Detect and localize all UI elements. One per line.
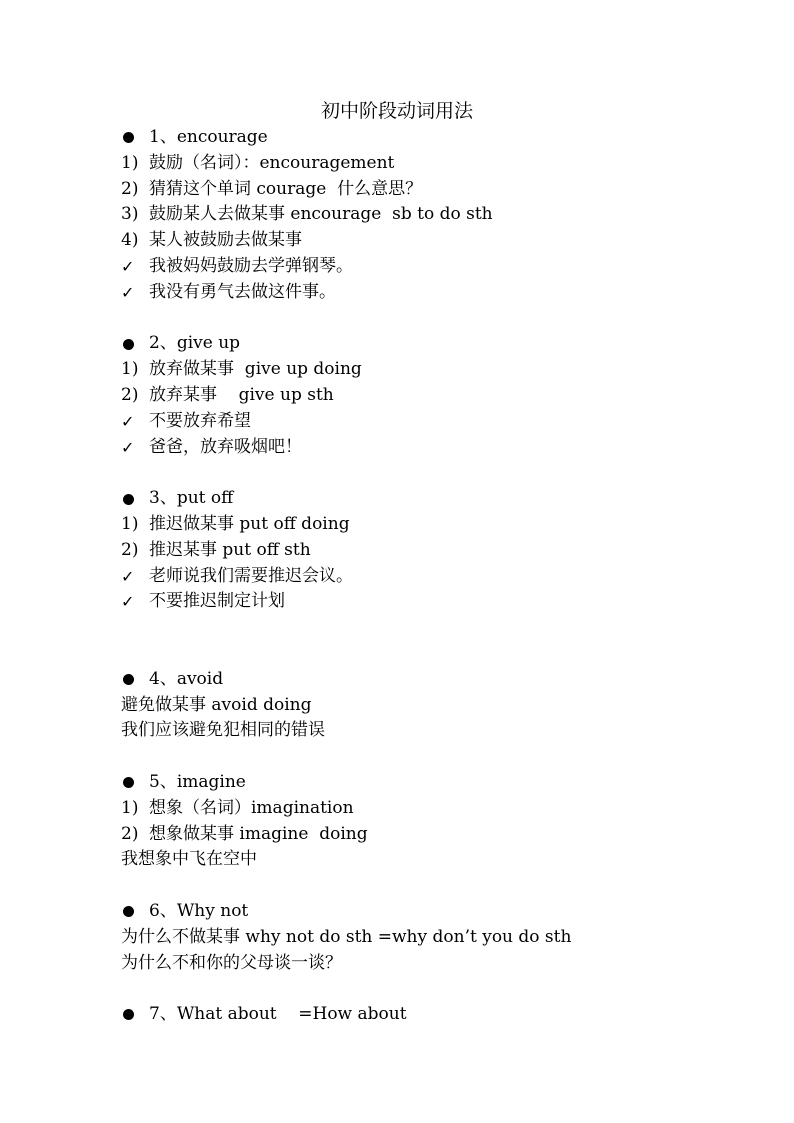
list-item: 2) 想象做某事 imagine doing xyxy=(121,823,368,844)
bullet-icon xyxy=(123,674,134,685)
list-item: ✓ 老师说我们需要推迟会议。 xyxy=(121,564,741,590)
list-item: ✓ 我被妈妈鼓励去学弹钢琴。 xyxy=(121,254,741,280)
list-item: ✓ 我没有勇气去做这件事。 xyxy=(121,280,741,306)
checkmark-icon: ✓ xyxy=(121,592,135,612)
bullet-icon xyxy=(123,777,134,788)
section-heading-give-up: 2、give up xyxy=(121,331,741,357)
list-item: 2) 推迟某事 put off sth xyxy=(121,539,311,560)
list-item: 2) 放弃某事 give up sth xyxy=(121,384,334,405)
section-heading-put-off: 3、put off xyxy=(121,486,741,512)
document-title: 初中阶段动词用法 xyxy=(320,100,473,122)
list-item: 2) 猜猜这个单词 courage 什么意思？ xyxy=(121,178,423,199)
checkmark-icon: ✓ xyxy=(121,256,135,276)
section-heading-avoid: 4、avoid xyxy=(121,667,741,693)
bullet-icon xyxy=(123,906,134,917)
text-line: 为什么不做某事 why not do sth =why don’t you do sth xyxy=(121,926,572,947)
text-line: 为什么不和你的父母谈一谈？ xyxy=(121,952,342,973)
bullet-icon xyxy=(123,494,134,505)
list-item: 1) 想象（名词）imagination xyxy=(121,797,354,818)
checkmark-icon: ✓ xyxy=(121,566,135,586)
checkmark-icon: ✓ xyxy=(121,282,135,302)
section-heading-what-about: 7、What about =How about xyxy=(121,1002,741,1028)
document-body xyxy=(121,125,741,1028)
section-heading-encourage: 1、encourage xyxy=(121,125,741,151)
list-item: ✓ 不要放弃希望 xyxy=(121,409,741,435)
text-line: 我想象中飞在空中 xyxy=(121,849,257,870)
text-line: 避免做某事 avoid doing xyxy=(121,694,312,715)
bullet-icon xyxy=(123,339,134,350)
bullet-icon xyxy=(123,1009,134,1020)
checkmark-icon: ✓ xyxy=(121,411,135,431)
list-item: 1) 鼓励（名词）：encouragement xyxy=(121,152,395,173)
section-heading-why-not: 6、Why not xyxy=(121,899,741,925)
list-item: 3) 鼓励某人去做某事 encourage sb to do sth xyxy=(121,204,493,225)
checkmark-icon: ✓ xyxy=(121,437,135,457)
section-heading-imagine: 5、imagine xyxy=(121,770,741,796)
bullet-icon xyxy=(123,132,134,143)
list-item: 1) 放弃做某事 give up doing xyxy=(121,359,362,380)
list-item: 4) 某人被鼓励去做某事 xyxy=(121,230,302,251)
list-item: 1) 推迟做某事 put off doing xyxy=(121,513,350,534)
list-item: ✓ 不要推迟制定计划 xyxy=(121,589,741,615)
list-item: ✓ 爸爸，放弃吸烟吧！ xyxy=(121,435,741,461)
text-line: 我们应该避免犯相同的错误 xyxy=(121,720,325,741)
